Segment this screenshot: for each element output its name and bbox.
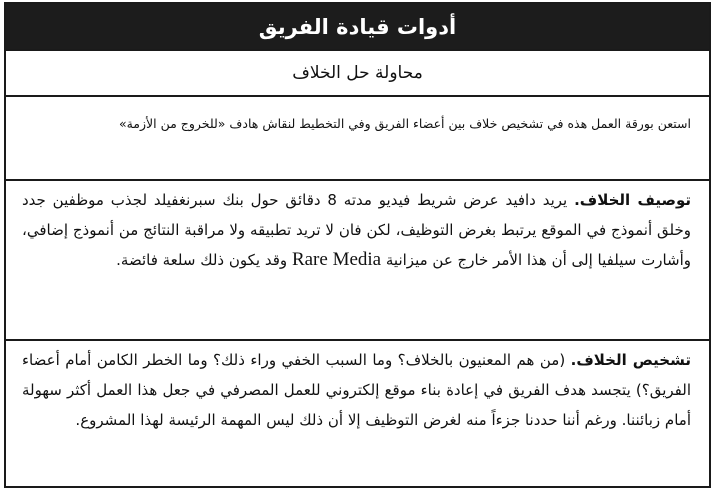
conflict-description-section bbox=[6, 181, 709, 341]
title-bar bbox=[6, 4, 709, 51]
conflict-diagnosis-text: (من هم المعنيون بالخلاف؟ وما السبب الخفي وراء ذلك؟ وما الخطر الكامن أمام أعضاء الفريق؟) يتجسد هدف الفريق في إعادة بناء موقع إلكتروني للعمل المصرفي في جعل هذا العمل أكثر سهولة أمام زبائننا. ورغم أننا حددنا جزءاً منه لغرض التوظيف إلا أن ذلك ليس المهمة الرئيسة لهذا المشروع. bbox=[22, 351, 691, 429]
worksheet-subtitle-row bbox=[6, 51, 709, 97]
conflict-description-label: توصيف الخلاف. bbox=[574, 191, 691, 209]
brand-name: Rare Media bbox=[291, 249, 382, 270]
conflict-description-text: يريد دافيد عرض شريط فيديو مدته 8 دقائق حول بنك سبرنغفيلد لجذب موظفين جدد وخلق أنموذج في الموقع يرتبط بغرض التوظيف، لكن فان لا تريد تطبيقه ولا مراقبة النتائج من أنموذج إضافي، وأشارت سيلفيا إلى أن هذا الأمر خارج عن ميزانية bbox=[22, 191, 691, 269]
worksheet-subtitle: محاولة حل الخلاف bbox=[292, 63, 423, 83]
conflict-diagnosis-section bbox=[6, 341, 709, 488]
conflict-description-text-end: وقد يكون ذلك سلعة فائضة. bbox=[116, 251, 288, 269]
worksheet-frame bbox=[4, 2, 711, 488]
instructions-text: استعن بورقة العمل هذه في تشخيص خلاف بين أعضاء الفريق وفي التخطيط لنقاش هادف «للخروج من الأزمة» bbox=[118, 116, 691, 131]
conflict-diagnosis-label: تشخيص الخلاف. bbox=[570, 351, 691, 369]
page-title: أدوات قيادة الفريق bbox=[258, 14, 457, 39]
instructions-row bbox=[6, 97, 709, 181]
